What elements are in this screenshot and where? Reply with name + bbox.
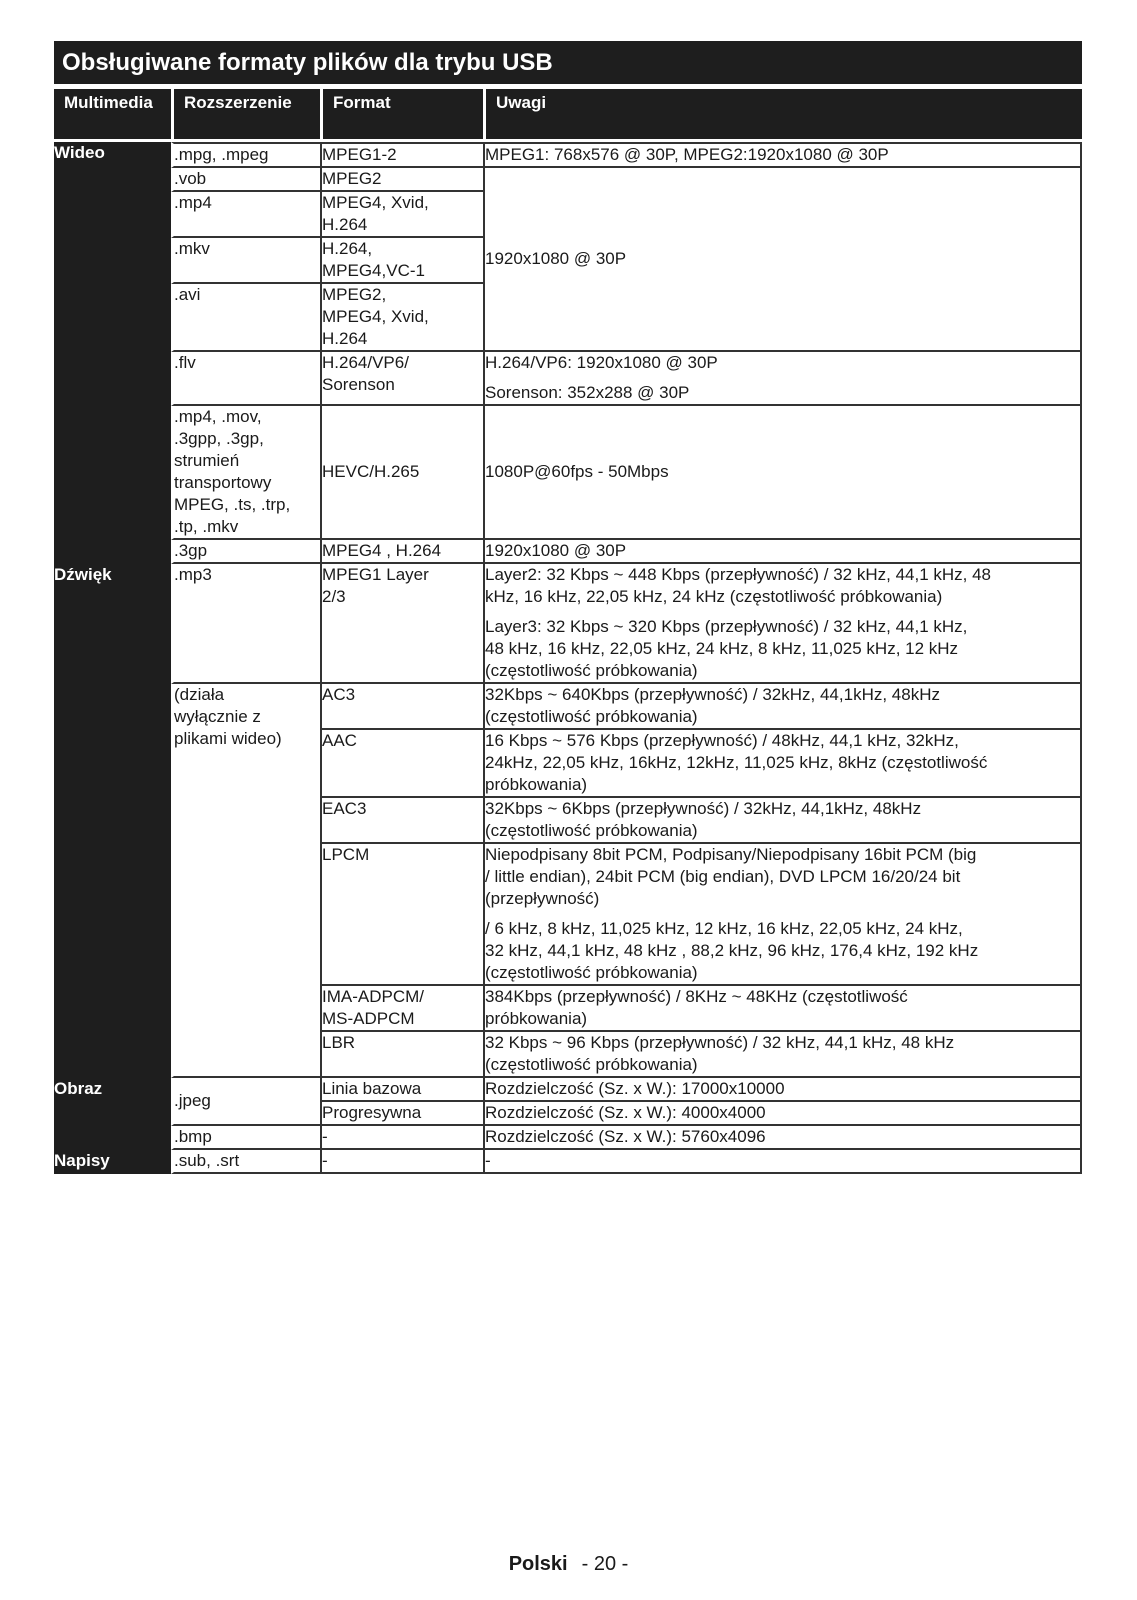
ext-line: transportowy [174, 473, 272, 492]
format-line: MPEG2, [322, 285, 387, 304]
note-line: kHz, 16 kHz, 22,05 kHz, 24 kHz (częstotliwość próbkowania) [485, 587, 943, 606]
ext-cell: .sub, .srt [171, 1150, 320, 1174]
note-cell: MPEG1: 768x576 @ 30P, MPEG2:1920x1080 @ 30P [483, 142, 1082, 168]
format-cell [320, 986, 483, 1032]
page-title: Obsługiwane formaty plików dla trybu USB [54, 41, 1082, 84]
note-cell: Rozdzielczość (Sz. x W.): 5760x4096 [483, 1126, 1082, 1150]
note-line: Layer3: 32 Kbps ~ 320 Kbps (przepływność) / 32 kHz, 44,1 kHz, [485, 617, 968, 636]
note-line: / little endian), 24bit PCM (big endian), DVD LPCM 16/20/24 bit [485, 867, 961, 886]
note-cell: 1080P@60fps - 50Mbps [483, 406, 1082, 540]
ext-cell: .3gp [171, 540, 320, 564]
format-cell: - [320, 1150, 483, 1174]
note-line: / 6 kHz, 8 kHz, 11,025 kHz, 12 kHz, 16 kHz, 22,05 kHz, 24 kHz, [485, 919, 963, 938]
format-cell [320, 192, 483, 238]
note-line: (częstotliwość próbkowania) [485, 661, 698, 680]
format-cell: EAC3 [320, 798, 483, 844]
ext-cell: .mpg, .mpeg [171, 142, 320, 168]
format-cell: MPEG1-2 [320, 142, 483, 168]
format-cell: Linia bazowa [320, 1078, 483, 1102]
ext-cell: .vob [171, 168, 320, 192]
note-line: Sorenson: 352x288 @ 30P [485, 383, 690, 402]
format-cell [320, 284, 483, 352]
ext-cell [171, 406, 320, 540]
category-audio: Dźwięk [54, 564, 171, 1078]
ext-line: plikami wideo) [174, 729, 282, 748]
note-line: 24kHz, 22,05 kHz, 16kHz, 12kHz, 11,025 kHz, 8kHz (częstotliwość [485, 753, 988, 772]
category-image: Obraz [54, 1078, 171, 1150]
note-line: Layer2: 32 Kbps ~ 448 Kbps (przepływność) / 32 kHz, 44,1 kHz, 48 [485, 565, 992, 584]
formats-table [54, 89, 1082, 1174]
table-row [54, 1078, 1082, 1102]
table-row [54, 540, 1082, 564]
category-video: Wideo [54, 142, 171, 564]
note-line: 32 Kbps ~ 96 Kbps (przepływność) / 32 kHz, 44,1 kHz, 48 kHz [485, 1033, 955, 1052]
format-line: IMA-ADPCM/ [322, 987, 424, 1006]
table-row [54, 1126, 1082, 1150]
format-cell: AAC [320, 730, 483, 798]
note-cell [483, 352, 1082, 406]
note-line: 48 kHz, 16 kHz, 22,05 kHz, 24 kHz, 8 kHz, 11,025 kHz, 12 kHz [485, 639, 959, 658]
format-cell: MPEG4 , H.264 [320, 540, 483, 564]
note-cell [483, 798, 1082, 844]
ext-line: .tp, .mkv [174, 517, 239, 536]
note-line: 32Kbps ~ 6Kbps (przepływność) / 32kHz, 44,1kHz, 48kHz [485, 799, 922, 818]
note-line: (częstotliwość próbkowania) [485, 1055, 698, 1074]
ext-cell: .mp4 [171, 192, 320, 238]
footer-language: Polski [508, 1553, 568, 1575]
table-row [54, 684, 1082, 730]
note-line: 32 kHz, 44,1 kHz, 48 kHz , 88,2 kHz, 96 kHz, 176,4 kHz, 192 kHz [485, 941, 979, 960]
note-cell [483, 844, 1082, 986]
note-cell [483, 1032, 1082, 1078]
ext-cell: .mp3 [171, 564, 320, 684]
note-cell: - [483, 1150, 1082, 1174]
format-line: H.264, [322, 239, 373, 258]
table-row [54, 168, 1082, 192]
note-line: H.264/VP6: 1920x1080 @ 30P [485, 353, 718, 372]
note-cell [483, 730, 1082, 798]
ext-cell [171, 684, 320, 1078]
format-line: MS-ADPCM [322, 1009, 415, 1028]
format-line: MPEG4, Xvid, [322, 193, 429, 212]
note-line: (przepływność) [485, 889, 600, 908]
note-line: (częstotliwość próbkowania) [485, 963, 698, 982]
format-cell: LBR [320, 1032, 483, 1078]
ext-line: (działa [174, 685, 225, 704]
page-number: - 20 - [581, 1553, 629, 1575]
format-line: MPEG4, Xvid, [322, 307, 429, 326]
format-line: MPEG1 Layer [322, 565, 429, 584]
ext-line: strumień [174, 451, 240, 470]
note-line: (częstotliwość próbkowania) [485, 707, 698, 726]
note-cell: Rozdzielczość (Sz. x W.): 4000x4000 [483, 1102, 1082, 1126]
table-row [54, 142, 1082, 168]
note-line: próbkowania) [485, 1009, 588, 1028]
format-cell [320, 238, 483, 284]
header-format: Format [320, 89, 483, 139]
note-line: 32Kbps ~ 640Kbps (przepływność) / 32kHz, 44,1kHz, 48kHz [485, 685, 940, 704]
note-cell [483, 684, 1082, 730]
ext-cell: .avi [171, 284, 320, 352]
format-line: Sorenson [322, 375, 395, 394]
format-cell: LPCM [320, 844, 483, 986]
note-cell [483, 564, 1082, 684]
note-line: 16 Kbps ~ 576 Kbps (przepływność) / 48kHz, 44,1 kHz, 32kHz, [485, 731, 959, 750]
format-line: MPEG4,VC-1 [322, 261, 425, 280]
table-row [54, 352, 1082, 406]
table-row [54, 406, 1082, 540]
note-cell: Rozdzielczość (Sz. x W.): 17000x10000 [483, 1078, 1082, 1102]
format-line: 2/3 [322, 587, 346, 606]
note-line: 384Kbps (przepływność) / 8KHz ~ 48KHz (częstotliwość [485, 987, 908, 1006]
ext-line: .3gpp, .3gp, [174, 429, 264, 448]
page-footer [0, 1553, 1137, 1576]
ext-line: .mp4, .mov, [174, 407, 262, 426]
format-cell [320, 564, 483, 684]
ext-line: wyłącznie z [174, 707, 261, 726]
format-cell: Progresywna [320, 1102, 483, 1126]
format-cell [320, 352, 483, 406]
format-cell: - [320, 1126, 483, 1150]
note-cell [483, 986, 1082, 1032]
format-line: H.264 [322, 215, 368, 234]
format-cell: HEVC/H.265 [320, 406, 483, 540]
header-notes: Uwagi [483, 89, 1082, 139]
ext-cell: .flv [171, 352, 320, 406]
table-row [54, 564, 1082, 684]
ext-line: MPEG, .ts, .trp, [174, 495, 291, 514]
format-cell: AC3 [320, 684, 483, 730]
table-row [54, 1150, 1082, 1174]
ext-cell: .bmp [171, 1126, 320, 1150]
note-cell: 1920x1080 @ 30P [483, 540, 1082, 564]
note-cell: 1920x1080 @ 30P [483, 168, 1082, 352]
category-subtitles: Napisy [54, 1150, 171, 1174]
header-multimedia: Multimedia [54, 89, 171, 139]
note-line: (częstotliwość próbkowania) [485, 821, 698, 840]
table-header-row [54, 89, 1082, 139]
format-line: H.264/VP6/ [322, 353, 409, 372]
note-line: próbkowania) [485, 775, 588, 794]
format-line: H.264 [322, 329, 368, 348]
ext-cell: .jpeg [171, 1078, 320, 1126]
ext-cell: .mkv [171, 238, 320, 284]
header-extension: Rozszerzenie [171, 89, 320, 139]
format-cell: MPEG2 [320, 168, 483, 192]
note-line: Niepodpisany 8bit PCM, Podpisany/Niepodpisany 16bit PCM (big [485, 845, 977, 864]
